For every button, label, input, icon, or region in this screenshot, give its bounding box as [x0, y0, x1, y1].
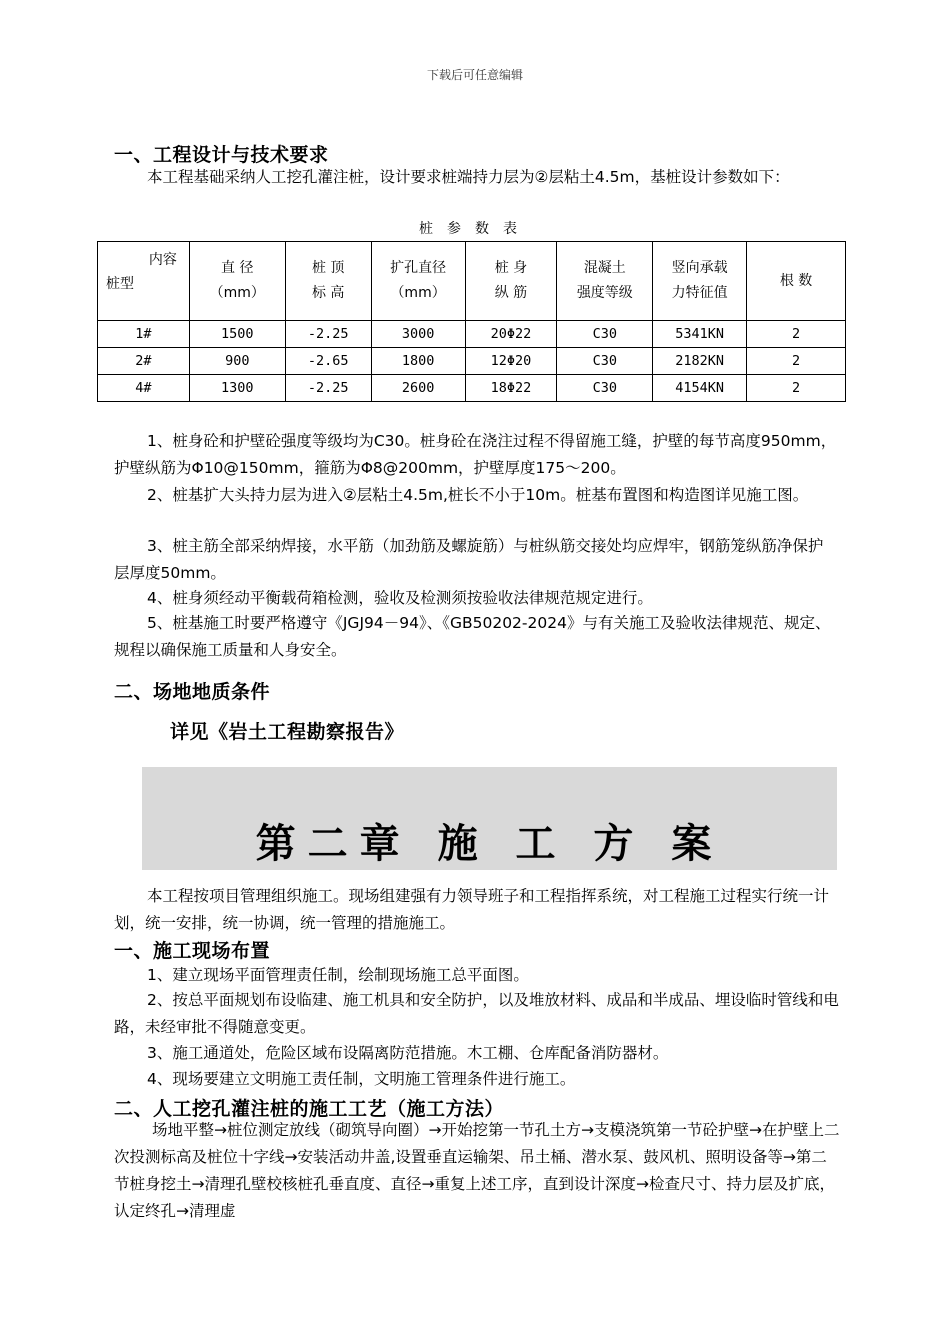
table-caption: 桩参数表	[419, 221, 531, 237]
table-row	[98, 375, 846, 402]
table-cell: 2#	[98, 348, 190, 375]
header-text: 竖向承载 力特征值	[671, 260, 728, 301]
table-cell: 1300	[189, 375, 285, 402]
table-cell: 2182KN	[653, 348, 747, 375]
table-cell: 1800	[371, 348, 465, 375]
table-header-row	[98, 242, 846, 321]
header-text: 根 数	[779, 272, 813, 289]
corner-label-content: 内容	[148, 252, 177, 268]
chapter-intro: 本工程按项目管理组织施工。现场组建强有力领导班子和工程指挥系统，对工程施工过程实行统一计划，统一安排，统一协调，统一管理的措施施工。	[114, 887, 830, 932]
column-header	[285, 242, 371, 321]
table-cell: 3000	[371, 321, 465, 348]
note-4: 4、桩身须经动平衡载荷箱检测，验收及检测须按验收法律规范规定进行。	[147, 589, 653, 607]
section2-title: 二、场地地质条件	[114, 681, 271, 703]
column-header	[189, 242, 285, 321]
note-1: 1、桩身砼和护壁砼强度等级均为C30。桩身砼在浇注过程不得留施工缝，护壁的每节高度950mm，护壁纵筋为Φ10@150mm，箍筋为Φ8@200mm，护壁厚度175～200。	[114, 432, 837, 477]
table-corner-cell	[98, 242, 190, 321]
site-item-2: 2、按总平面规划布设临建、施工机具和安全防护，以及堆放材料、成品和半成品、埋设临时管线和电路，未经审批不得随意变更。	[114, 991, 839, 1036]
site-item-3: 3、施工通道处，危险区域布设隔离防范措施。木工棚、仓库配备消防器材。	[147, 1044, 669, 1062]
table-cell: 2600	[371, 375, 465, 402]
pile-parameter-table	[97, 241, 846, 402]
table-cell: 2	[747, 348, 846, 375]
header-text: 桩 顶 标 高	[311, 260, 345, 301]
table-row	[98, 321, 846, 348]
section1-title: 一、工程设计与技术要求	[114, 144, 329, 166]
chapter-title: 第二章 施 工 方 案	[255, 821, 724, 867]
table-cell: -2.25	[285, 321, 371, 348]
column-header	[747, 242, 846, 321]
table-cell: -2.65	[285, 348, 371, 375]
note-2: 2、桩基扩大头持力层为进入②层粘土4.5m,桩长不小于10m。桩基布置图和构造图详见施工图。	[147, 486, 809, 504]
table-cell: 900	[189, 348, 285, 375]
process-title: 二、人工挖孔灌注桩的施工工艺（施工方法）	[114, 1098, 505, 1120]
column-header	[653, 242, 747, 321]
table-cell: 5341KN	[653, 321, 747, 348]
table-cell: 20Φ22	[465, 321, 557, 348]
table-cell: 2	[747, 375, 846, 402]
header-text: 桩 身 纵 筋	[494, 260, 528, 301]
table-cell: C30	[557, 375, 653, 402]
site-item-1: 1、建立现场平面管理责任制，绘制现场施工总平面图。	[147, 966, 529, 984]
table-cell: 18Φ22	[465, 375, 557, 402]
header-text: 混凝土 强度等级	[576, 260, 633, 301]
corner-label-type: 桩型	[106, 276, 134, 292]
header-text: 直 径 （mm）	[209, 260, 265, 301]
table-cell: 2	[747, 321, 846, 348]
header-text: 扩孔直径 （mm）	[390, 260, 447, 301]
table-cell: 1#	[98, 321, 190, 348]
table-cell: C30	[557, 348, 653, 375]
note-5: 5、桩基施工时要严格遵守《JGJ94－94》、《GB50202-2024》与有关施工及验收法律规范、规定、规程以确保施工质量和人身安全。	[114, 614, 831, 659]
note-3: 3、桩主筋全部采纳焊接，水平筋（加劲筋及螺旋筋）与桩纵筋交接处均应焊牢，钢筋笼纵筋净保护层厚度50mm。	[114, 537, 824, 582]
section1-intro: 本工程基础采纳人工挖孔灌注桩，设计要求桩端持力层为②层粘土4.5m，基桩设计参数如下：	[147, 168, 790, 186]
table-cell: 12Φ20	[465, 348, 557, 375]
header-note: 下载后可任意编辑	[426, 68, 523, 82]
table-cell: -2.25	[285, 375, 371, 402]
column-header	[465, 242, 557, 321]
section2-content: 详见《岩土工程勘察报告》	[170, 721, 405, 743]
table-cell: 4154KN	[653, 375, 747, 402]
table-row	[98, 348, 846, 375]
table-cell: 4#	[98, 375, 190, 402]
column-header	[371, 242, 465, 321]
table-cell: C30	[557, 321, 653, 348]
process-text: 场地平整→桩位测定放线（砌筑导向圈）→开始挖第一节孔土方→支模浇筑第一节砼护壁→在护壁上二次投测标高及桩位十字线→安装活动井盖,设置垂直运输架、吊土桶、潜水泵、鼓风机、照明设备等→第二节桩身挖土→清理孔壁校核桩孔垂直度、直径→重复上述工序，直到设计深度→检查尺寸、持力层及扩底，认定终孔→清理虚	[114, 1121, 840, 1220]
site-item-4: 4、现场要建立文明施工责任制，文明施工管理条件进行施工。	[147, 1070, 576, 1088]
site-layout-title: 一、施工现场布置	[114, 940, 271, 962]
column-header	[557, 242, 653, 321]
table-cell: 1500	[189, 321, 285, 348]
